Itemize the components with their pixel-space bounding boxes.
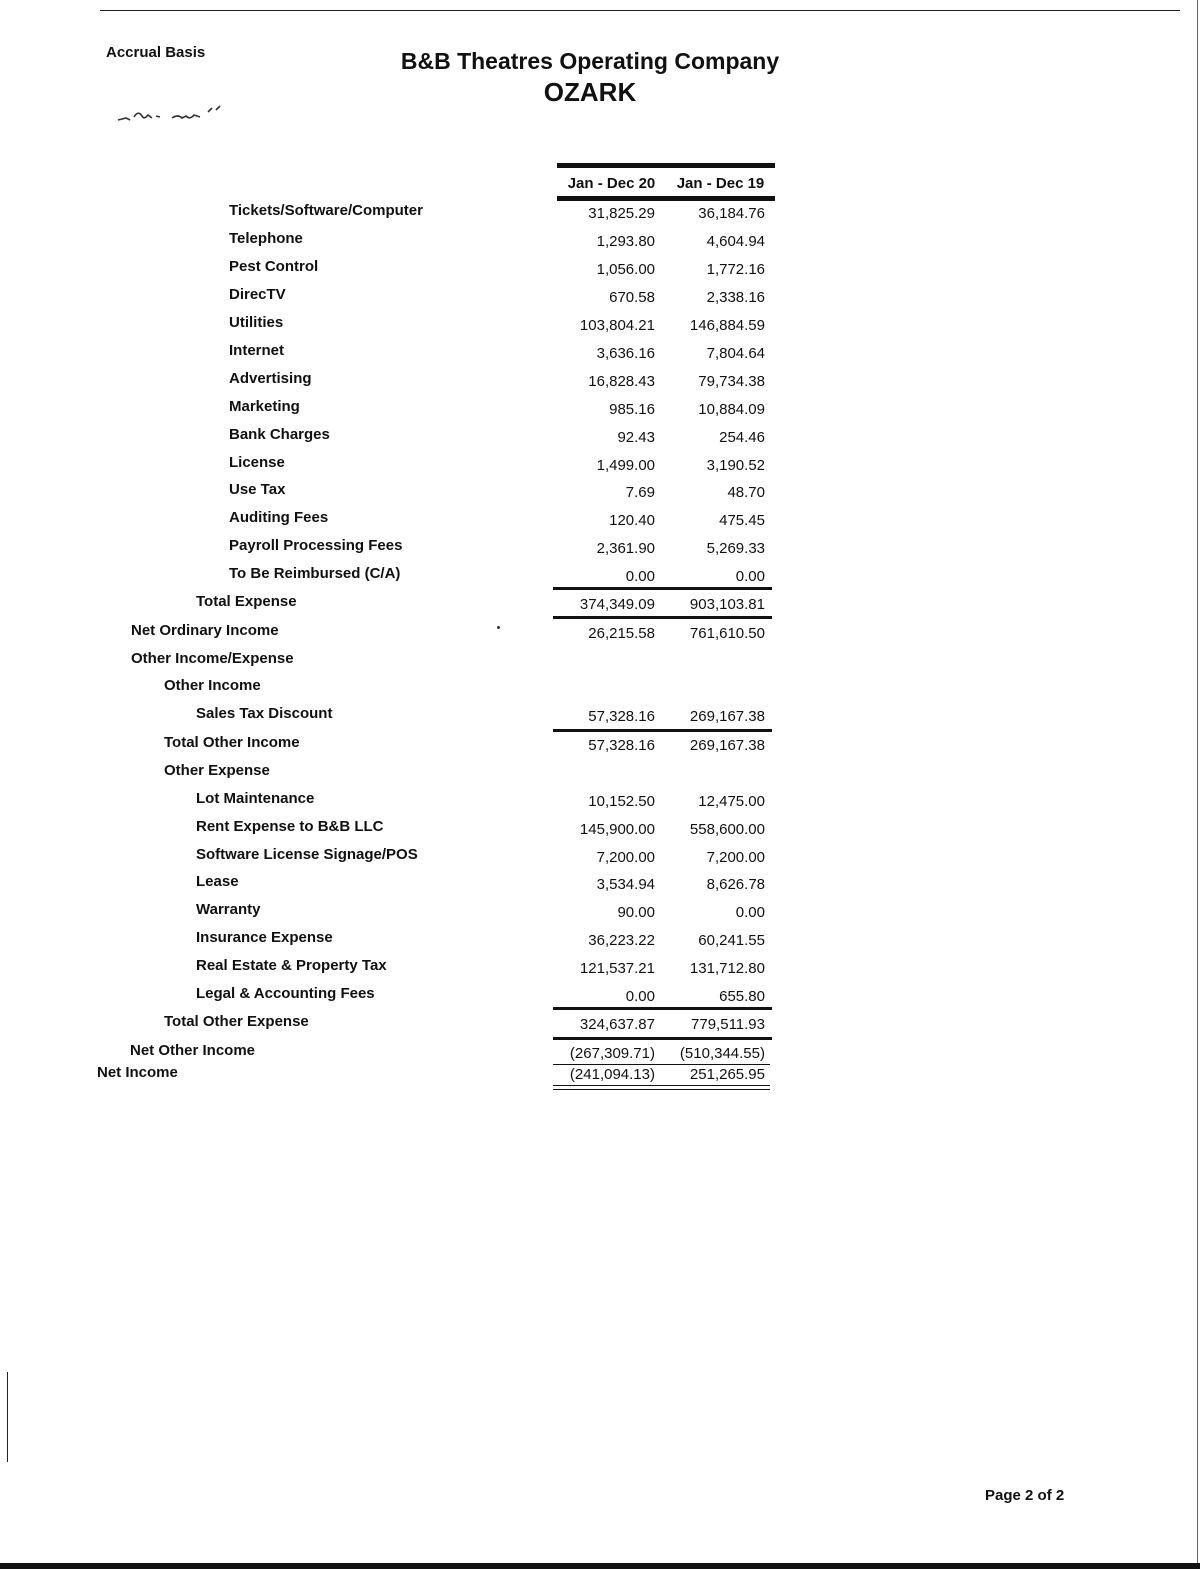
row-label: Rent Expense to B&B LLC [196, 818, 384, 835]
value-2020: 374,349.09 [579, 596, 655, 613]
value-2020: 2,361.90 [596, 540, 655, 557]
grand-total-row [0, 1064, 1200, 1092]
value-2020: 57,328.16 [588, 708, 655, 725]
table-row [0, 957, 1200, 985]
total-row [0, 734, 1200, 762]
value-2019: 903,103.81 [689, 596, 765, 613]
value-2020: 121,537.21 [579, 960, 655, 977]
value-2019: 269,167.38 [689, 737, 765, 754]
stray-mark [497, 626, 500, 629]
value-2020: 36,223.22 [588, 932, 655, 949]
value-2020: (241,094.13) [569, 1066, 655, 1083]
row-label: Utilities [229, 314, 284, 331]
subtotal-rule [553, 587, 772, 590]
location-title: OZARK [543, 77, 637, 107]
table-row [0, 342, 1200, 370]
row-label: Tickets/Software/Computer [229, 202, 423, 219]
value-2020: 1,293.80 [596, 233, 655, 250]
value-2020: 1,056.00 [596, 261, 655, 278]
table-row [0, 230, 1200, 258]
row-label: Other Expense [164, 762, 270, 779]
value-2019: 12,475.00 [698, 793, 765, 810]
row-label: Pest Control [229, 258, 319, 275]
value-2019: 7,804.64 [706, 345, 765, 362]
row-label: Auditing Fees [229, 509, 329, 526]
value-2020: 7,200.00 [596, 849, 655, 866]
row-label: Net Other Income [130, 1042, 256, 1059]
value-2019: 0.00 [735, 568, 765, 585]
column-header-2019: Jan - Dec 19 [676, 175, 765, 192]
row-label: Net Ordinary Income [131, 622, 279, 639]
row-label: Total Expense [196, 593, 297, 610]
value-2020: 90.00 [617, 904, 655, 921]
value-2020: 1,499.00 [596, 457, 655, 474]
value-2020: 0.00 [625, 568, 655, 585]
value-2019: 146,884.59 [689, 317, 765, 334]
value-2019: 254.46 [719, 429, 765, 446]
subtotal-rule [553, 616, 772, 619]
value-2020: 57,328.16 [588, 737, 655, 754]
row-label: Total Other Income [164, 734, 300, 751]
row-label: Lease [196, 873, 239, 890]
row-label: Warranty [196, 901, 261, 918]
value-2020: 92.43 [617, 429, 655, 446]
row-label: Use Tax [229, 481, 286, 498]
value-2020: 16,828.43 [588, 373, 655, 390]
table-row [0, 790, 1200, 818]
row-label: Telephone [229, 230, 303, 247]
row-label: Legal & Accounting Fees [196, 985, 375, 1002]
value-2020: 670.58 [609, 289, 655, 306]
value-2020: (267,309.71) [569, 1045, 655, 1062]
row-label: Other Income [164, 677, 261, 694]
table-row [0, 537, 1200, 565]
value-2020: 31,825.29 [588, 205, 655, 222]
row-label: Software License Signage/POS [196, 846, 418, 863]
table-row [0, 202, 1200, 230]
double-underline-top [553, 1085, 770, 1086]
value-2019: 269,167.38 [689, 708, 765, 725]
value-2019: 0.00 [735, 904, 765, 921]
value-2020: 3,636.16 [596, 345, 655, 362]
row-label: Insurance Expense [196, 929, 333, 946]
value-2019: 779,511.93 [691, 1016, 765, 1033]
value-2020: 7.69 [625, 484, 655, 501]
value-2019: 761,610.50 [689, 625, 765, 642]
value-2019: (510,344.55) [679, 1045, 765, 1062]
subtotal-rule [553, 729, 772, 732]
table-row [0, 286, 1200, 314]
row-label: Sales Tax Discount [196, 705, 333, 722]
row-label: DirecTV [229, 286, 286, 303]
row-label: Advertising [229, 370, 312, 387]
value-2020: 10,152.50 [588, 793, 655, 810]
section-heading-row [0, 650, 1200, 678]
row-label: Bank Charges [229, 426, 330, 443]
table-row [0, 258, 1200, 286]
value-2019: 131,712.80 [689, 960, 765, 977]
row-label: Payroll Processing Fees [229, 537, 403, 554]
table-row [0, 481, 1200, 509]
value-2020: 3,534.94 [596, 876, 655, 893]
value-2020: 120.40 [609, 512, 655, 529]
page-number: Page 2 of 2 [985, 1487, 1065, 1504]
table-row [0, 426, 1200, 454]
table-row [0, 901, 1200, 929]
value-2020: 985.16 [609, 401, 655, 418]
value-2019: 7,200.00 [706, 849, 765, 866]
row-label: Net Income [97, 1064, 178, 1081]
table-row [0, 509, 1200, 537]
table-row [0, 873, 1200, 901]
value-2020: 145,900.00 [579, 821, 655, 838]
value-2019: 5,269.33 [706, 540, 765, 557]
row-label: License [229, 454, 285, 471]
value-2019: 79,734.38 [698, 373, 765, 390]
row-label: Internet [229, 342, 285, 359]
value-2019: 655.80 [719, 988, 765, 1005]
accounting-basis: Accrual Basis [106, 44, 206, 61]
total-row [0, 622, 1200, 650]
table-row [0, 818, 1200, 846]
subtotal-rule [553, 1037, 772, 1040]
column-header-2020: Jan - Dec 20 [567, 175, 656, 192]
value-2020: 324,637.87 [579, 1016, 655, 1033]
row-label: Lot Maintenance [196, 790, 315, 807]
value-2020: 0.00 [625, 988, 655, 1005]
value-2020: 26,215.58 [588, 625, 655, 642]
value-2019: 3,190.52 [706, 457, 765, 474]
table-row [0, 846, 1200, 874]
row-label: Total Other Expense [164, 1013, 309, 1030]
table-row [0, 929, 1200, 957]
table-row [0, 454, 1200, 482]
row-label: Marketing [229, 398, 300, 415]
value-2019: 2,338.16 [706, 289, 765, 306]
value-2019: 8,626.78 [706, 876, 765, 893]
value-2019: 10,884.09 [698, 401, 765, 418]
value-2019: 60,241.55 [698, 932, 765, 949]
value-2019: 475.45 [719, 512, 765, 529]
section-heading-row [0, 677, 1200, 705]
value-2019: 48.70 [727, 484, 765, 501]
double-underline-bottom [553, 1089, 770, 1090]
table-row [0, 314, 1200, 342]
section-heading-row [0, 762, 1200, 790]
value-2020: 103,804.21 [579, 317, 655, 334]
row-label: Real Estate & Property Tax [196, 957, 387, 974]
value-2019: 4,604.94 [706, 233, 765, 250]
value-2019: 1,772.16 [706, 261, 765, 278]
row-label: Other Income/Expense [131, 650, 294, 667]
subtotal-rule [553, 1007, 772, 1010]
table-row [0, 370, 1200, 398]
row-label: To Be Reimbursed (C/A) [229, 565, 401, 582]
value-2019: 558,600.00 [689, 821, 765, 838]
value-2019: 36,184.76 [698, 205, 765, 222]
company-title: B&B Theatres Operating Company [400, 48, 780, 74]
value-2019: 251,265.95 [689, 1066, 765, 1083]
table-row [0, 398, 1200, 426]
